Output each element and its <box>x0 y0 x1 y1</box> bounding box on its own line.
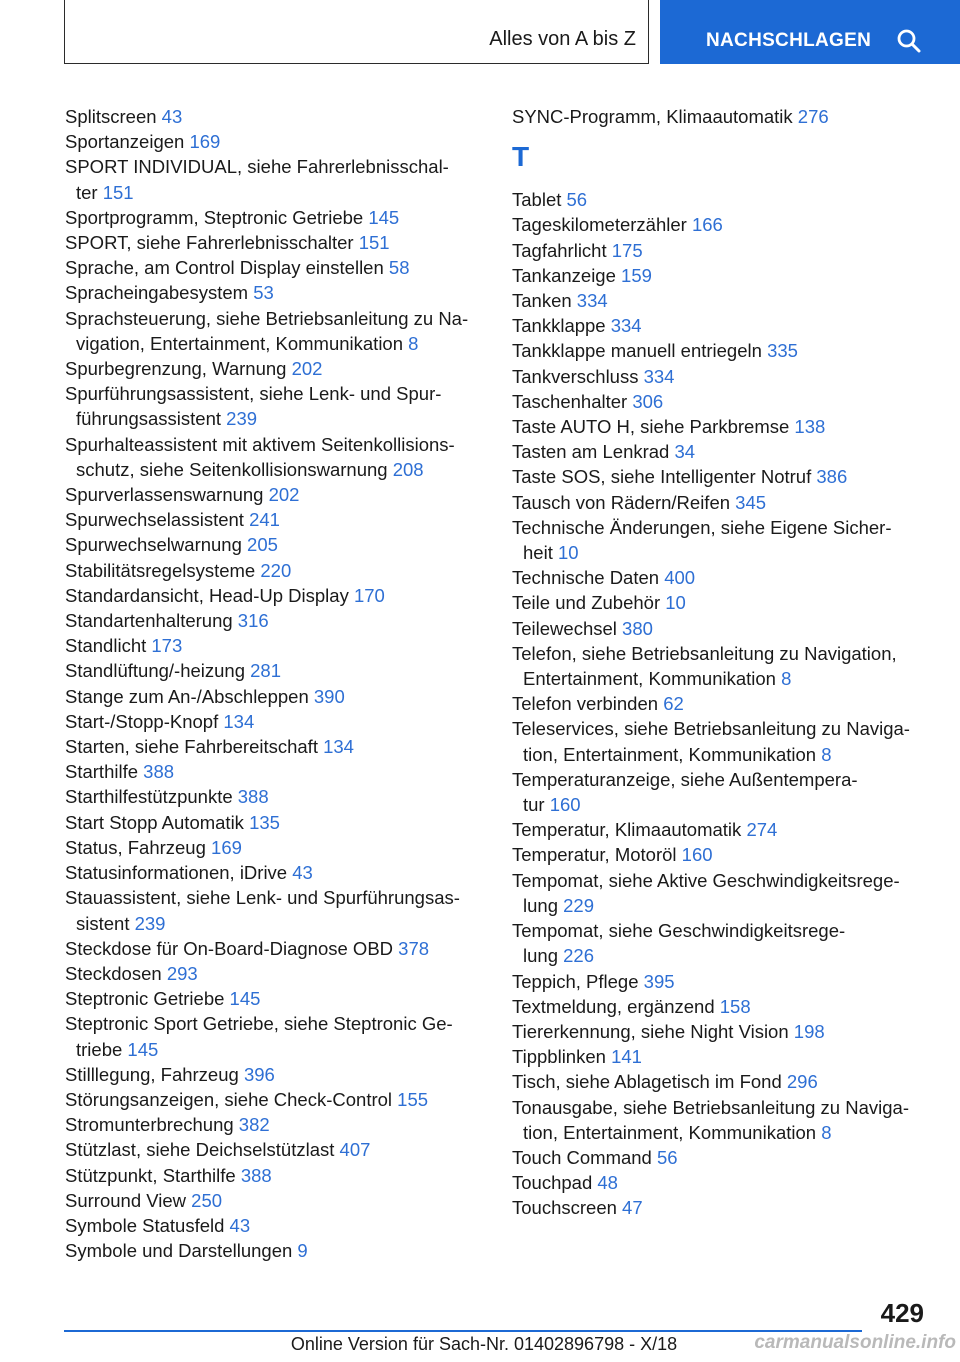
page-reference-link[interactable]: 160 <box>549 794 581 816</box>
index-entry-text: Telefon, siehe Betriebsanleitung zu Navigation, <box>512 642 897 664</box>
page-reference-link[interactable]: 229 <box>563 894 594 916</box>
index-entry-text: Temperatur, Motoröl <box>512 844 677 866</box>
index-entry-text: Touchscreen <box>512 1197 617 1219</box>
page-reference-link[interactable]: 134 <box>323 736 354 758</box>
page-reference-link[interactable]: 334 <box>576 290 608 312</box>
page-reference-link[interactable]: 53 <box>253 282 274 304</box>
page-reference-link[interactable]: 58 <box>388 257 410 279</box>
index-entry-text: Stilllegung, Fahrzeug <box>65 1063 239 1085</box>
page-reference-link[interactable]: 220 <box>260 559 292 581</box>
index-entry <box>512 1170 932 1195</box>
page-reference-link[interactable]: 395 <box>643 970 675 992</box>
index-entry <box>512 969 932 994</box>
index-entry <box>512 187 932 212</box>
index-entry <box>512 565 932 590</box>
index-entry-text: Sportanzeigen <box>65 131 185 153</box>
index-entry-text: Technische Änderungen, siehe Eigene Sicher- <box>512 516 892 538</box>
page-reference-link[interactable]: 169 <box>211 836 242 858</box>
index-column-left <box>65 104 485 1263</box>
index-entry-text: Stange zum An-/Abschleppen <box>65 685 309 707</box>
index-entry-text: Tippblinken <box>512 1046 606 1068</box>
page-reference-link[interactable]: 296 <box>786 1071 818 1093</box>
index-entry <box>512 1095 932 1145</box>
page-reference-link[interactable]: 396 <box>243 1063 275 1085</box>
index-entry <box>512 994 932 1019</box>
page-reference-link[interactable]: 274 <box>746 819 778 841</box>
index-entry <box>65 784 485 809</box>
page-reference-link[interactable]: 10 <box>665 592 686 614</box>
page-reference-link[interactable]: 388 <box>240 1164 272 1186</box>
index-entry-text: Stauassistent, siehe Lenk- und Spurführungsas- <box>65 887 460 909</box>
index-entry <box>65 507 485 532</box>
index-entry <box>65 1137 485 1162</box>
page-reference-link[interactable]: 390 <box>313 685 345 707</box>
index-entry-text-cont: vigation, Entertainment, Kommunikation <box>76 332 404 354</box>
index-entry-text: Tageskilometerzähler <box>512 214 687 236</box>
page-reference-link[interactable]: 141 <box>611 1046 642 1068</box>
index-entry-text: SPORT, siehe Fahrerlebnisschalter <box>65 232 354 254</box>
index-entry <box>512 515 932 565</box>
index-entry-text-cont: lung <box>523 945 558 967</box>
index-entry <box>512 414 932 439</box>
index-entry <box>512 817 932 842</box>
index-entry-text: Taste AUTO H, siehe Parkbremse <box>512 416 790 438</box>
page-reference-link[interactable]: 9 <box>297 1240 308 1262</box>
index-entry-text: Symbole und Darstellungen <box>65 1240 293 1262</box>
page-reference-link[interactable]: 388 <box>143 761 175 783</box>
index-entry-text: Tiererkennung, siehe Night Vision <box>512 1020 789 1042</box>
index-entry-text: Sportprogramm, Steptronic Getriebe <box>65 206 364 228</box>
page-reference-link[interactable]: 202 <box>291 358 323 380</box>
page-reference-link[interactable]: 166 <box>691 214 723 236</box>
index-entry-text: Steptronic Getriebe <box>65 988 225 1010</box>
index-entry <box>65 280 485 305</box>
page-reference-link[interactable]: 8 <box>821 743 832 765</box>
index-entry-text: Standlicht <box>65 635 147 657</box>
index-entry-text: Starthilfestützpunkte <box>65 786 233 808</box>
index-entry <box>65 1087 485 1112</box>
tab-section-label: Alles von A bis Z <box>489 28 636 50</box>
index-entry <box>65 482 485 507</box>
index-entry-text: Tempomat, siehe Aktive Geschwindigkeitsrege- <box>512 869 900 891</box>
page-reference-link[interactable]: 306 <box>632 390 664 412</box>
page-reference-link[interactable]: 198 <box>793 1020 825 1042</box>
index-entry <box>65 230 485 255</box>
page-reference-link[interactable]: 43 <box>292 862 313 884</box>
index-entry <box>512 767 932 817</box>
index-entry-text: Spurwechselwarnung <box>65 534 242 556</box>
page-reference-link[interactable]: 316 <box>237 610 269 632</box>
page-number: 429 <box>880 1298 924 1328</box>
index-entry <box>512 288 932 313</box>
index-entry-text: Tagfahrlicht <box>512 239 607 261</box>
search-icon[interactable] <box>896 28 922 54</box>
index-entry-text: SYNC-Programm, Klimaautomatik <box>512 106 793 127</box>
index-entry <box>512 490 932 515</box>
index-entry-text: Stützlast, siehe Deichselstützlast <box>65 1139 335 1161</box>
page-reference-link[interactable]: 208 <box>392 458 424 480</box>
index-entry-text: Spurhalteassistent mit aktivem Seitenkollisions- <box>65 433 455 455</box>
page-reference-link[interactable]: 334 <box>610 315 642 337</box>
index-entry-text: Teilewechsel <box>512 617 617 639</box>
index-entry-text: Steckdosen <box>65 962 162 984</box>
page-reference-link[interactable]: 169 <box>189 131 221 153</box>
page-reference-link[interactable]: 62 <box>663 693 684 715</box>
index-entry <box>65 810 485 835</box>
index-entry-text: SPORT INDIVIDUAL, siehe Fahrerlebnisschal- <box>65 156 449 178</box>
index-entry-text-cont: tion, Entertainment, Kommunikation <box>523 1121 817 1143</box>
page-reference-link[interactable]: 239 <box>134 912 166 934</box>
top-tab-bar <box>64 0 960 66</box>
page-reference-link[interactable]: 47 <box>622 1197 643 1219</box>
page-reference-link[interactable]: 135 <box>249 811 280 833</box>
index-entry-text: Steckdose für On-Board-Diagnose OBD <box>65 937 394 959</box>
index-entry-text: Sprachsteuerung, siehe Betriebsanleitung zu Na- <box>65 307 469 329</box>
index-entry-text: Teleservices, siehe Betriebsanleitung zu Naviga- <box>512 718 910 740</box>
index-entry <box>512 616 932 641</box>
page-reference-link[interactable]: 170 <box>353 584 385 606</box>
index-entry <box>65 1163 485 1188</box>
index-entry-text: Tempomat, siehe Geschwindigkeitsrege- <box>512 920 846 942</box>
index-entry <box>65 835 485 860</box>
index-entry-text: Starten, siehe Fahrbereitschaft <box>65 736 318 758</box>
page-reference-link[interactable]: 10 <box>557 542 579 564</box>
page-reference-link[interactable]: 145 <box>229 988 261 1010</box>
index-entry <box>512 338 932 363</box>
index-entry <box>512 1019 932 1044</box>
index-entry-text: Textmeldung, ergänzend <box>512 995 715 1017</box>
tab-nachschlagen-label: NACHSCHLAGEN <box>706 30 872 51</box>
page-reference-link[interactable]: 281 <box>250 660 282 682</box>
page-reference-link[interactable]: 380 <box>622 617 653 639</box>
index-entry-text: Temperaturanzeige, siehe Außentempera- <box>512 768 858 790</box>
index-entry-text: Starthilfe <box>65 761 139 783</box>
index-entry-text: Tanken <box>512 290 572 312</box>
index-entry-text: Spurwechselassistent <box>65 509 244 531</box>
page-reference-link[interactable]: 160 <box>681 844 713 866</box>
page-reference-link[interactable]: 134 <box>223 710 255 732</box>
index-entry <box>65 558 485 583</box>
index-entry <box>512 263 932 288</box>
index-letter-heading: T <box>512 141 530 173</box>
page-reference-link[interactable]: 250 <box>191 1189 223 1211</box>
page-reference-link[interactable]: 205 <box>247 534 278 556</box>
index-entry-text: Status, Fahrzeug <box>65 836 206 858</box>
index-entry-text: Start Stopp Automatik <box>65 811 244 833</box>
index-entry <box>512 842 932 867</box>
page-reference-link[interactable]: 151 <box>358 232 390 254</box>
index-entry <box>512 313 932 338</box>
index-entry-text: Standardansicht, Head-Up Display <box>65 584 349 606</box>
index-entry <box>65 734 485 759</box>
index-entry-text: Teile und Zubehör <box>512 592 661 614</box>
index-entry <box>65 306 485 356</box>
page-reference-link[interactable]: 202 <box>268 484 300 506</box>
index-entry-text-cont: führungsassistent <box>76 408 222 430</box>
index-entry <box>65 104 485 129</box>
page-reference-link[interactable]: 145 <box>368 206 400 228</box>
page-reference-link[interactable]: 145 <box>127 1038 159 1060</box>
index-entry <box>65 633 485 658</box>
tab-nachschlagen[interactable] <box>660 0 960 64</box>
index-entry-text-cont: tur <box>523 794 545 816</box>
index-entry-text-cont: triebe <box>76 1038 123 1060</box>
index-entry <box>65 583 485 608</box>
page-reference-link[interactable]: 173 <box>151 635 183 657</box>
page-reference-link[interactable]: 382 <box>238 1114 270 1136</box>
index-entry-text: Tankanzeige <box>512 264 616 286</box>
index-entry-text: Tablet <box>512 189 562 211</box>
page-reference-link[interactable]: 388 <box>237 786 269 808</box>
page-reference-link[interactable]: 386 <box>816 466 848 488</box>
index-entry <box>65 532 485 557</box>
index-entry <box>65 658 485 683</box>
page-reference-link[interactable]: 43 <box>161 106 183 127</box>
index-entry-text: Temperatur, Klimaautomatik <box>512 819 742 841</box>
page-reference-link[interactable]: 226 <box>563 945 594 967</box>
page-reference-link[interactable]: 378 <box>398 937 430 959</box>
index-entry-text: Stromunterbrechung <box>65 1114 234 1136</box>
index-entry-text: Tankklappe <box>512 315 606 337</box>
index-entry <box>65 154 485 204</box>
index-entry-text: Tankverschluss <box>512 365 639 387</box>
index-entry-text: Technische Daten <box>512 567 660 589</box>
index-column-right <box>512 104 932 1221</box>
page-reference-link[interactable]: 345 <box>735 491 767 513</box>
index-entry <box>512 104 932 129</box>
index-entry <box>512 389 932 414</box>
index-entry <box>65 1112 485 1137</box>
index-entry-text: Standlüftung/-heizung <box>65 660 245 682</box>
index-entry <box>65 1238 485 1263</box>
index-entry-text-cont: Entertainment, Kommunikation <box>523 668 776 690</box>
page-reference-link[interactable]: 407 <box>339 1139 371 1161</box>
index-entry <box>65 432 485 482</box>
page-reference-link[interactable]: 43 <box>229 1214 251 1236</box>
index-entry <box>512 464 932 489</box>
page-reference-link[interactable]: 159 <box>621 264 652 286</box>
index-entry <box>65 1188 485 1213</box>
index-entry <box>65 885 485 935</box>
index-entry-text: Statusinformationen, iDrive <box>65 862 288 884</box>
index-entry-text: Start-/Stopp-Knopf <box>65 710 219 732</box>
index-entry <box>512 590 932 615</box>
index-entry-text: Touch Command <box>512 1146 652 1168</box>
index-entry-text: Teppich, Pflege <box>512 970 639 992</box>
page-reference-link[interactable]: 175 <box>611 239 643 261</box>
footer-divider <box>64 1330 862 1332</box>
index-entry-text: Surround View <box>65 1189 187 1211</box>
index-entry-text-cont: sistent <box>76 912 130 934</box>
index-entry <box>65 255 485 280</box>
index-entry <box>512 918 932 968</box>
index-entry-text-cont: lung <box>523 894 558 916</box>
index-entry-text-cont: heit <box>523 542 553 564</box>
index-entry <box>512 212 932 237</box>
index-entry <box>512 716 932 766</box>
index-entry <box>512 238 932 263</box>
watermark: carmanualsonline.info <box>754 1332 956 1353</box>
index-entry-text: Störungsanzeigen, siehe Check-Control <box>65 1088 393 1110</box>
page-reference-link[interactable]: 241 <box>249 509 280 531</box>
page-reference-link[interactable]: 155 <box>397 1088 429 1110</box>
index-entry <box>512 1069 932 1094</box>
index-entry-text-cont: schutz, siehe Seitenkollisionswarnung <box>76 458 388 480</box>
index-entry-text: Spurverlassenswarnung <box>65 484 264 506</box>
index-entry <box>512 691 932 716</box>
index-entry-text: Symbole Statusfeld <box>65 1214 225 1236</box>
index-entry-text: Steptronic Sport Getriebe, siehe Steptronic Ge- <box>65 1013 453 1035</box>
page-reference-link[interactable]: 239 <box>226 408 258 430</box>
index-entry <box>65 205 485 230</box>
page-reference-link[interactable]: 56 <box>656 1146 678 1168</box>
page-reference-link[interactable]: 8 <box>408 332 419 354</box>
index-entry-text: Tausch von Rädern/Reifen <box>512 491 731 513</box>
index-entry <box>65 986 485 1011</box>
index-entry <box>65 356 485 381</box>
index-entry <box>65 936 485 961</box>
index-entry <box>65 1011 485 1061</box>
index-entry <box>65 129 485 154</box>
page-reference-link[interactable]: 56 <box>566 189 588 211</box>
index-entry <box>512 868 932 918</box>
index-entry-text: Splitscreen <box>65 106 157 127</box>
page-reference-link[interactable]: 151 <box>102 181 134 203</box>
index-entry-text: Spurbegrenzung, Warnung <box>65 358 287 380</box>
index-entry <box>65 381 485 431</box>
index-entry-text-cont: tion, Entertainment, Kommunikation <box>523 743 817 765</box>
index-entry <box>65 860 485 885</box>
page-reference-link[interactable]: 335 <box>767 340 798 362</box>
page-reference-link[interactable]: 293 <box>166 962 198 984</box>
index-entry <box>512 364 932 389</box>
page-reference-link[interactable]: 138 <box>794 416 826 438</box>
index-entry-text: Stützpunkt, Starthilfe <box>65 1164 236 1186</box>
page-reference-link[interactable]: 334 <box>643 365 675 387</box>
index-entry-text: Spurführungsassistent, siehe Lenk- und Spur- <box>65 383 442 405</box>
tab-section-a-z[interactable] <box>64 0 649 64</box>
index-entry-text: Tisch, siehe Ablagetisch im Fond <box>512 1071 782 1093</box>
index-entry-text: Telefon verbinden <box>512 693 659 715</box>
page-reference-link[interactable]: 158 <box>719 995 751 1017</box>
index-entry <box>512 1195 932 1220</box>
index-entry <box>65 759 485 784</box>
index-entry-text: Taste SOS, siehe Intelligenter Notruf <box>512 466 812 488</box>
footer-online-version: Online Version für Sach-Nr. 01402896798 - X/18 <box>290 1334 678 1354</box>
index-entry-text: Stabilitätsregelsysteme <box>65 559 256 581</box>
page-reference-link[interactable]: 400 <box>664 567 696 589</box>
index-entry <box>512 641 932 691</box>
index-entry <box>65 1213 485 1238</box>
index-entry-text: Tasten am Lenkrad <box>512 441 670 463</box>
page-reference-link[interactable]: 8 <box>781 668 792 690</box>
index-entry-text: Spracheingabesystem <box>65 282 249 304</box>
index-entry-text: Standartenhalterung <box>65 610 233 632</box>
index-entry <box>65 709 485 734</box>
index-entry <box>512 1044 932 1069</box>
page-reference-link[interactable]: 8 <box>821 1121 832 1143</box>
index-entry-text: Taschenhalter <box>512 390 628 412</box>
index-entry <box>512 439 932 464</box>
index-entry-text: Tonausgabe, siehe Betriebsanleitung zu Naviga- <box>512 1096 909 1118</box>
index-entry-text-cont: ter <box>76 181 98 203</box>
index-entry-text: Tankklappe manuell entriegeln <box>512 340 762 362</box>
index-entry-text: Touchpad <box>512 1172 593 1194</box>
index-entry <box>65 608 485 633</box>
index-entry <box>65 1062 485 1087</box>
index-entry <box>512 1145 932 1170</box>
page-reference-link[interactable]: 34 <box>674 441 696 463</box>
index-entry-text: Sprache, am Control Display einstellen <box>65 257 384 279</box>
index-entry <box>65 684 485 709</box>
index-entry <box>65 961 485 986</box>
page-reference-link[interactable]: 48 <box>597 1172 618 1194</box>
page-reference-link[interactable]: 276 <box>797 106 829 127</box>
